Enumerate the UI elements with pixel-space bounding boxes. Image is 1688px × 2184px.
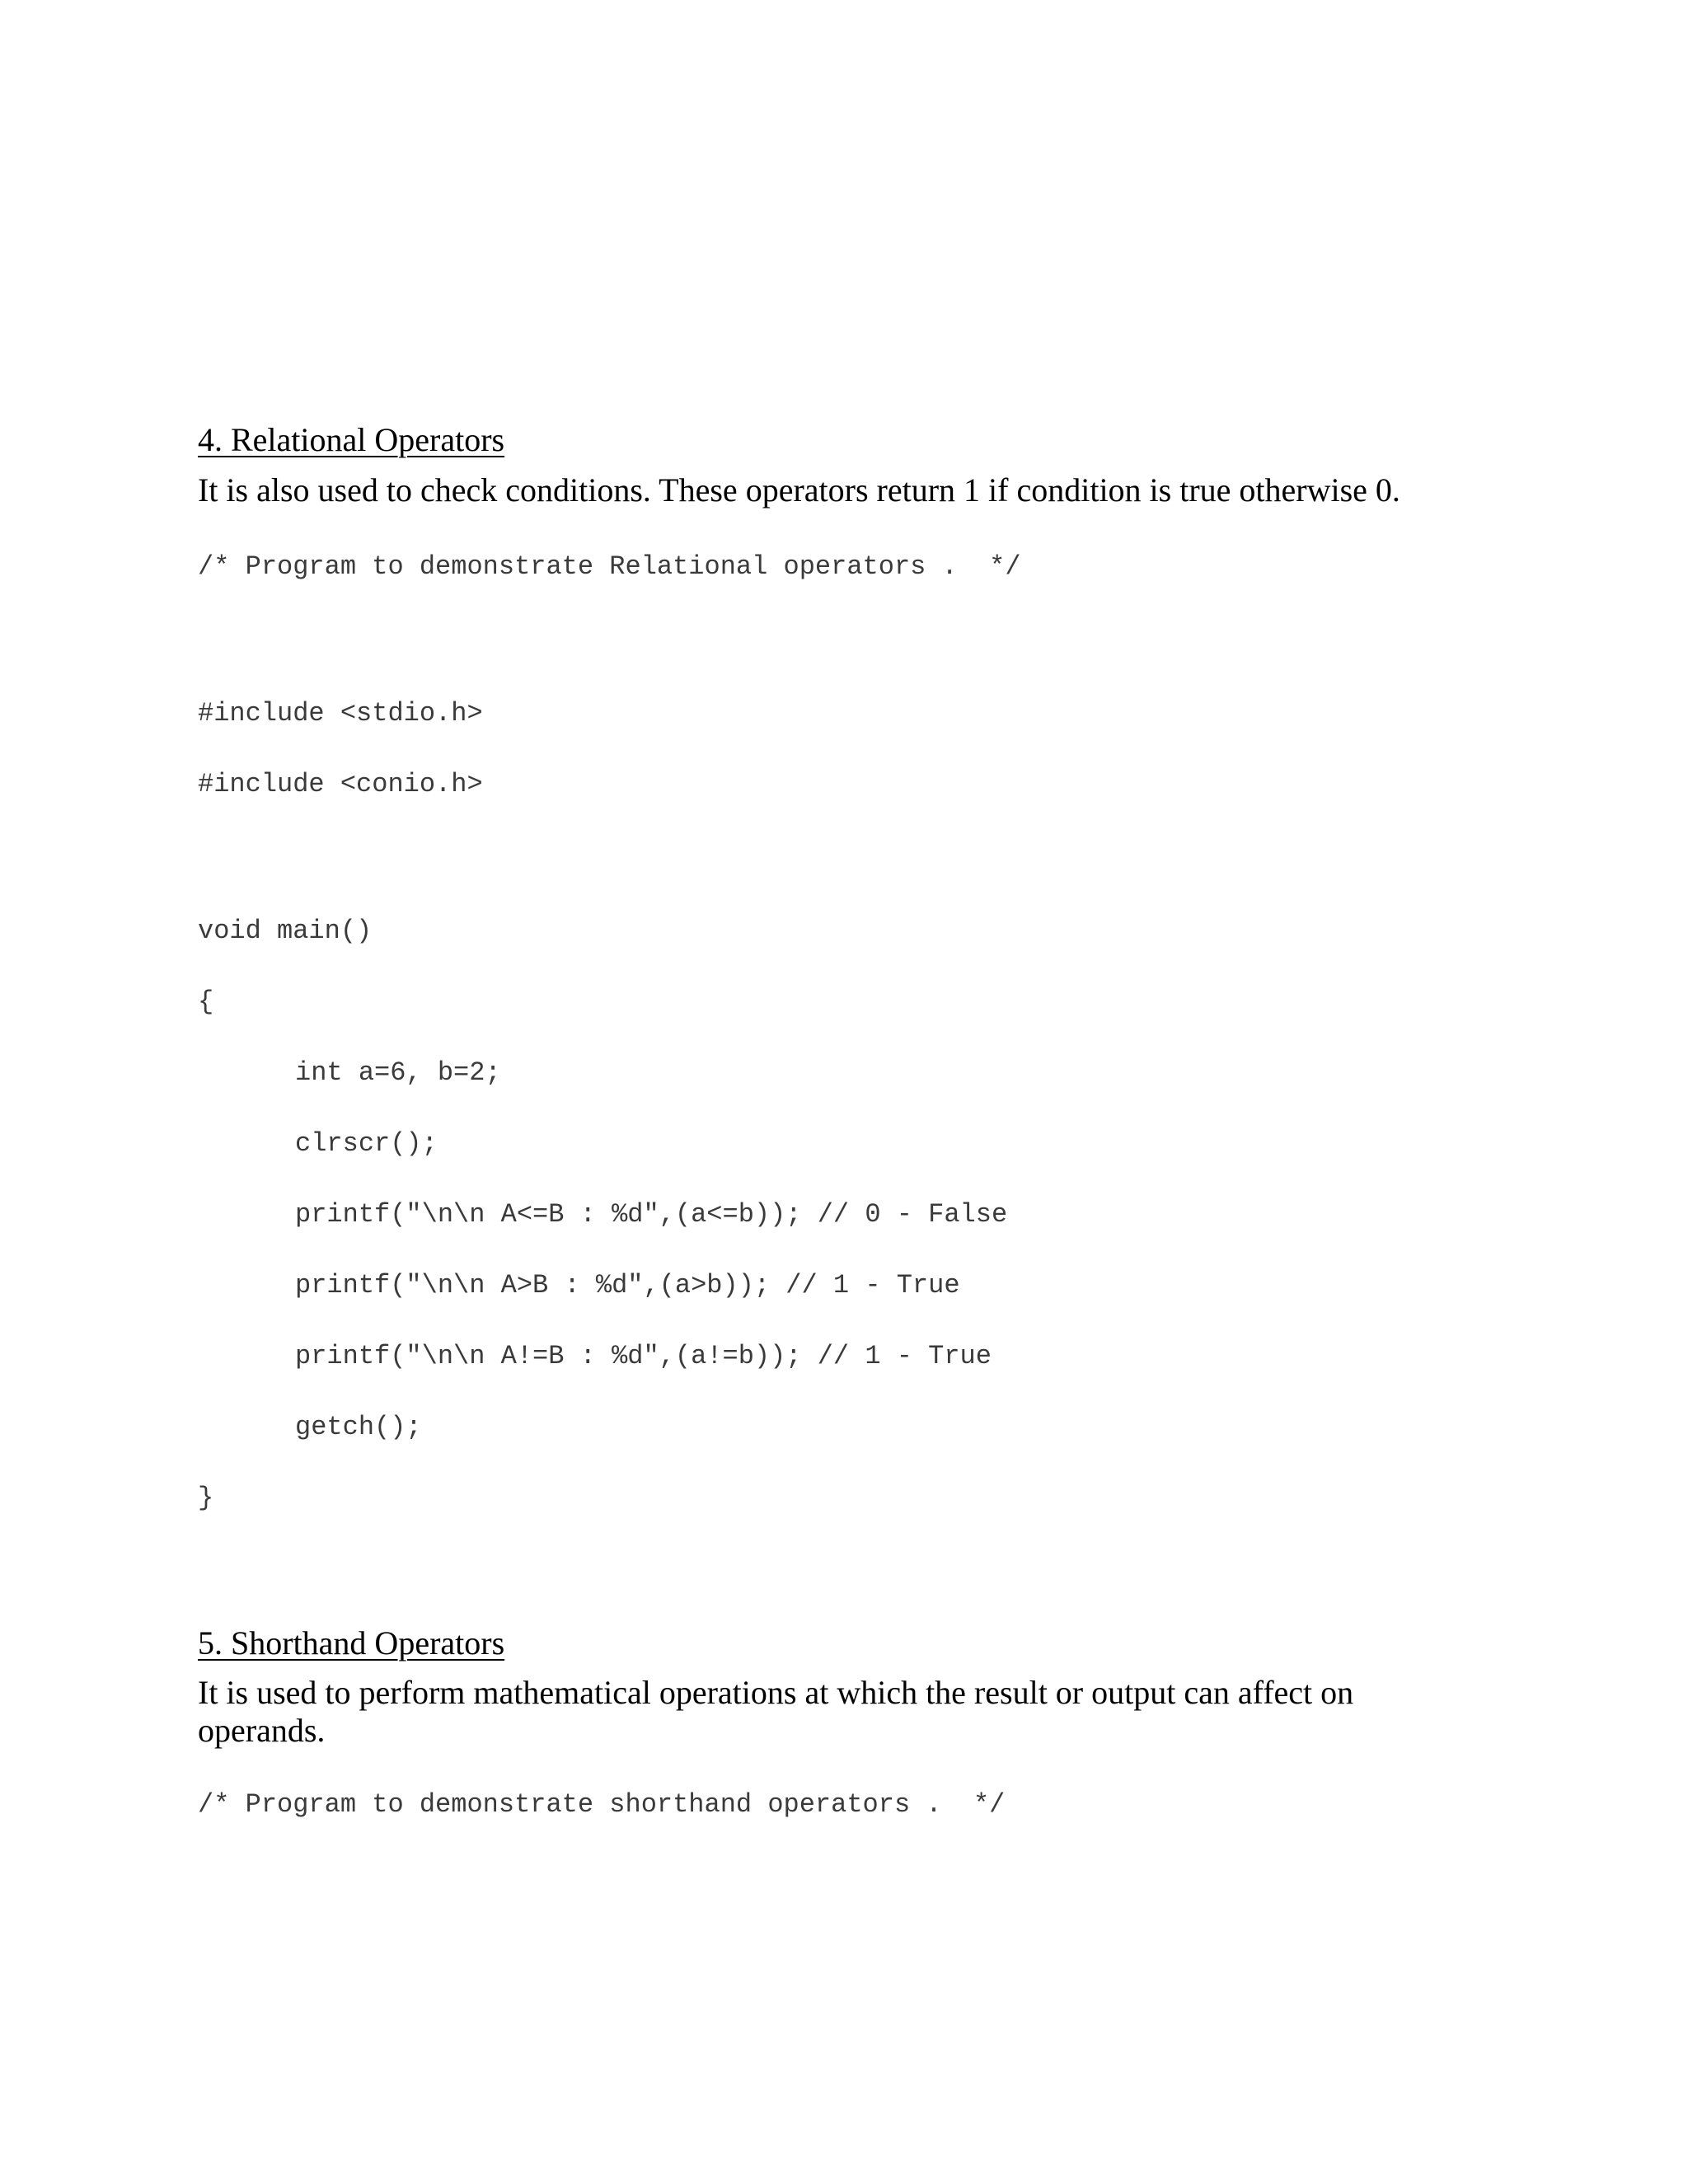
code-comment-shorthand: /* Program to demonstrate shorthand operators . */ [198,1789,1006,1820]
code-open-brace: { [198,987,214,1017]
code-printf-not-equal: printf("\n\n A!=B : %d",(a!=b)); // 1 - True [295,1341,992,1371]
section-5-description: It is used to perform mathematical operations at which the result or output can affect on operands. [198,1674,1354,1749]
code-include-stdio: #include <stdio.h> [198,698,483,729]
section-4-description: It is also used to check conditions. These operators return 1 if condition is true otherwise 0. [198,471,1400,509]
section-5-heading: 5. Shorthand Operators [198,1624,505,1661]
code-include-conio: #include <conio.h> [198,769,483,799]
code-variable-declaration: int a=6, b=2; [295,1057,501,1088]
code-getch-call: getch(); [295,1412,422,1442]
code-comment: /* Program to demonstrate Relational operators . */ [198,551,1021,582]
code-main-declaration: void main() [198,916,373,946]
code-close-brace: } [198,1483,214,1513]
section-4-heading: 4. Relational Operators [198,421,505,458]
code-printf-less-equal: printf("\n\n A<=B : %d",(a<=b)); // 0 - False [295,1199,1008,1230]
code-printf-greater: printf("\n\n A>B : %d",(a>b)); // 1 - True [295,1270,960,1301]
code-clrscr-call: clrscr(); [295,1128,438,1159]
